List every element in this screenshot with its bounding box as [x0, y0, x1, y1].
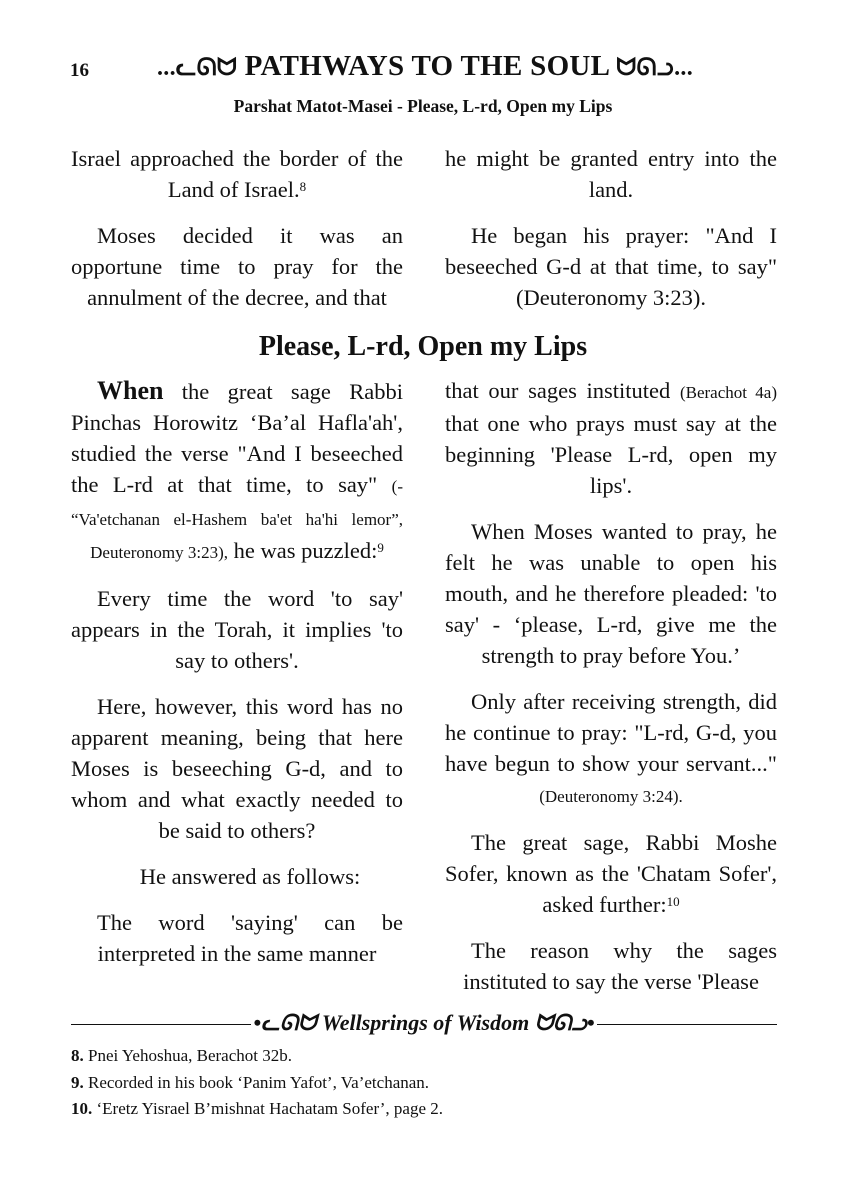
running-header	[130, 50, 720, 83]
ornament-right-icon: ᗢᘏᓗ...	[616, 55, 694, 81]
lead-word: When	[97, 376, 164, 405]
paragraph: Every time the word 'to say' appears in the Torah, it implies 'to say to others'.	[71, 586, 403, 673]
paragraph: he might be granted entry into the land.	[445, 146, 777, 202]
page-number: 16	[70, 60, 89, 81]
paragraph: Here, however, this word has no apparent meaning, being that here Moses is beseeching G-d, and to whom and what exactly needed to be said to others?	[71, 694, 403, 843]
paragraph: He began his prayer: "And I beseeched G-d at that time, to say" (Deuteronomy 3:23).	[445, 223, 777, 310]
paragraph: He answered as follows:	[139, 864, 361, 889]
footnote-ref: 10	[666, 894, 680, 909]
book-title: PATHWAYS TO THE SOUL	[244, 50, 609, 82]
paragraph: The word 'saying' can be interpreted in the same manner	[97, 910, 403, 966]
citation: (- “Va'etchanan el-Hashem ba'et ha'hi lemor”, Deuteronomy 3:23),	[71, 477, 403, 562]
paragraph: Moses decided it was an opportune time to pray for the annulment of the decree, and that	[71, 223, 403, 310]
top-left-column	[71, 143, 403, 328]
paragraph: When Moses wanted to pray, he felt he was unable to open his mouth, and he therefore pleaded: 'to say' - ‘please, L-rd, give me the strength to pray before You.’	[445, 519, 777, 668]
section-title: Please, L-rd, Open my Lips	[258, 331, 588, 362]
footnote: 8. Pnei Yehoshua, Berachot 32b.	[71, 1046, 292, 1065]
section-left-column	[71, 375, 403, 984]
paragraph: When the great sage Rabbi Pinchas Horowitz ‘Ba’al Hafla'ah', studied the verse "And I beseeched the L-rd at that time, to say" (- “Va'etchanan el-Hashem ba'et ha'hi lemor”, Deuteronomy 3:23), he was puzzled:$^9$	[71, 376, 403, 563]
chapter-subtitle: Parshat Matot-Masei - Please, L-rd, Open my Lips	[233, 96, 613, 116]
paragraph: Israel approached the border of the Land of Israel.$^8$	[71, 146, 403, 202]
divider-line	[597, 1024, 777, 1025]
section-right-column	[445, 375, 777, 1012]
paragraph: The great sage, Rabbi Moshe Sofer, known as the 'Chatam Sofer', asked further:$^{10}$	[445, 830, 777, 917]
divider-line	[71, 1024, 251, 1025]
footer-divider	[71, 1012, 777, 1038]
footnote-ref: 8	[299, 179, 307, 194]
ornament-left-icon: ...ᓚᘏᗢ	[156, 55, 238, 81]
footnote: 9. Recorded in his book ‘Panim Yafot’, Va’etchanan.	[71, 1072, 430, 1092]
citation: (Berachot 4a)	[679, 383, 778, 402]
footer-brand: •ᓚᘏᗢ Wellsprings of Wisdom ᗢᘏᓗ•	[253, 1010, 595, 1035]
paragraph: that our sages instituted (Berachot 4a) that one who prays must say at the beginning 'Please L-rd, open my lips'.	[445, 378, 778, 498]
footnote-ref: 9	[377, 540, 384, 555]
paragraph: Only after receiving strength, did he continue to pray: "L-rd, G-d, you have begun to show your servant..." (Deuteronomy 3:24).	[445, 689, 777, 806]
top-right-column	[445, 143, 777, 328]
footnotes	[71, 1043, 777, 1123]
paragraph: The reason why the sages instituted to say the verse 'Please	[463, 938, 777, 994]
citation: (Deuteronomy 3:24).	[539, 787, 683, 806]
footnote: 10. ‘Eretz Yisrael B’mishnat Hachatam Sofer’, page 2.	[71, 1099, 443, 1118]
